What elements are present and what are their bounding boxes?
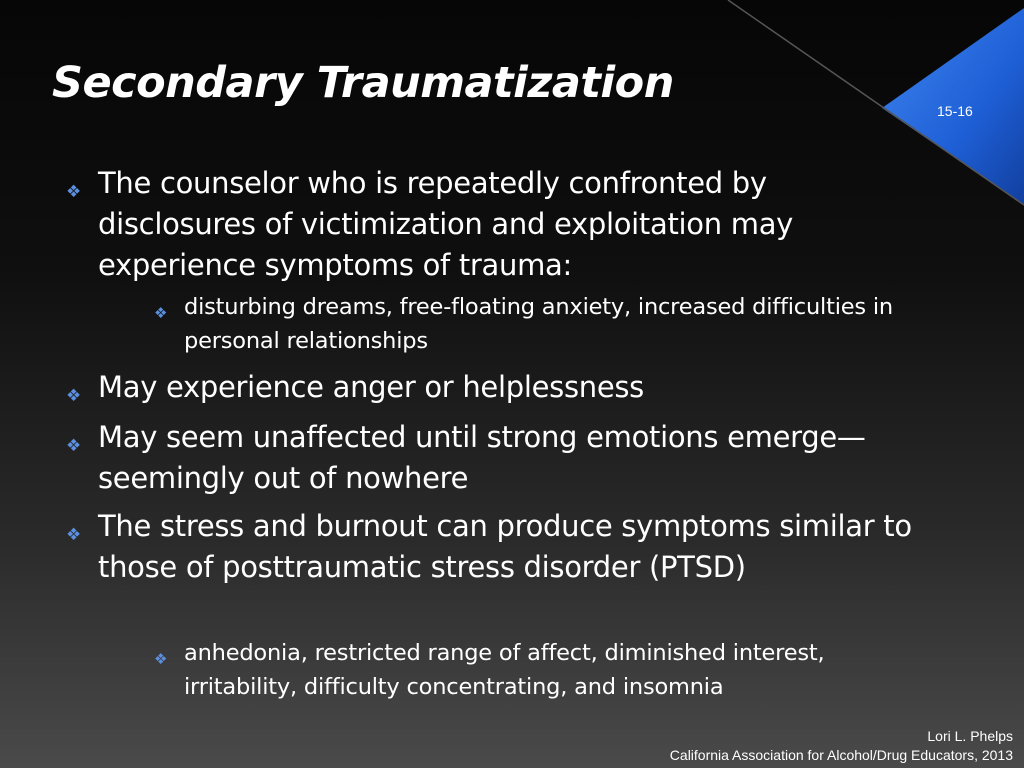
diamond-bullet-icon: ❖ — [66, 386, 81, 406]
diamond-bullet-icon: ❖ — [66, 525, 81, 545]
diamond-bullet-icon: ❖ — [154, 304, 168, 322]
bullet-item — [66, 367, 918, 408]
bullet-item — [66, 417, 918, 499]
slide-title: Secondary Traumatization — [52, 58, 674, 108]
footer-organization: California Association for Alcohol/Drug Educators, 2013 — [669, 747, 1013, 763]
footer-author: Lori L. Phelps — [927, 728, 1013, 744]
bullet-text: The stress and burnout can produce symptoms similar to those of posttraumatic stress disorder (PTSD) — [98, 509, 912, 584]
bullet-item — [66, 163, 918, 286]
sub-bullet-text: anhedonia, restricted range of affect, diminished interest, irritability, difficulty concentrating, and insomnia — [184, 640, 825, 700]
sub-bullet-text: disturbing dreams, free-floating anxiety, increased difficulties in personal relationships — [184, 294, 893, 354]
sub-bullet-item — [154, 636, 904, 704]
bullet-text: May seem unaffected until strong emotions emerge—seemingly out of nowhere — [98, 420, 866, 495]
bullet-text: May experience anger or helplessness — [98, 370, 644, 404]
sub-bullet-item — [154, 290, 904, 358]
diamond-bullet-icon: ❖ — [154, 650, 168, 668]
diamond-bullet-icon: ❖ — [66, 436, 81, 456]
bullet-item — [66, 506, 918, 588]
page-number: 15-16 — [937, 103, 973, 119]
diamond-bullet-icon: ❖ — [66, 182, 81, 202]
bullet-text: The counselor who is repeatedly confronted by disclosures of victimization and exploitation may experience symptoms of trauma: — [98, 166, 794, 282]
